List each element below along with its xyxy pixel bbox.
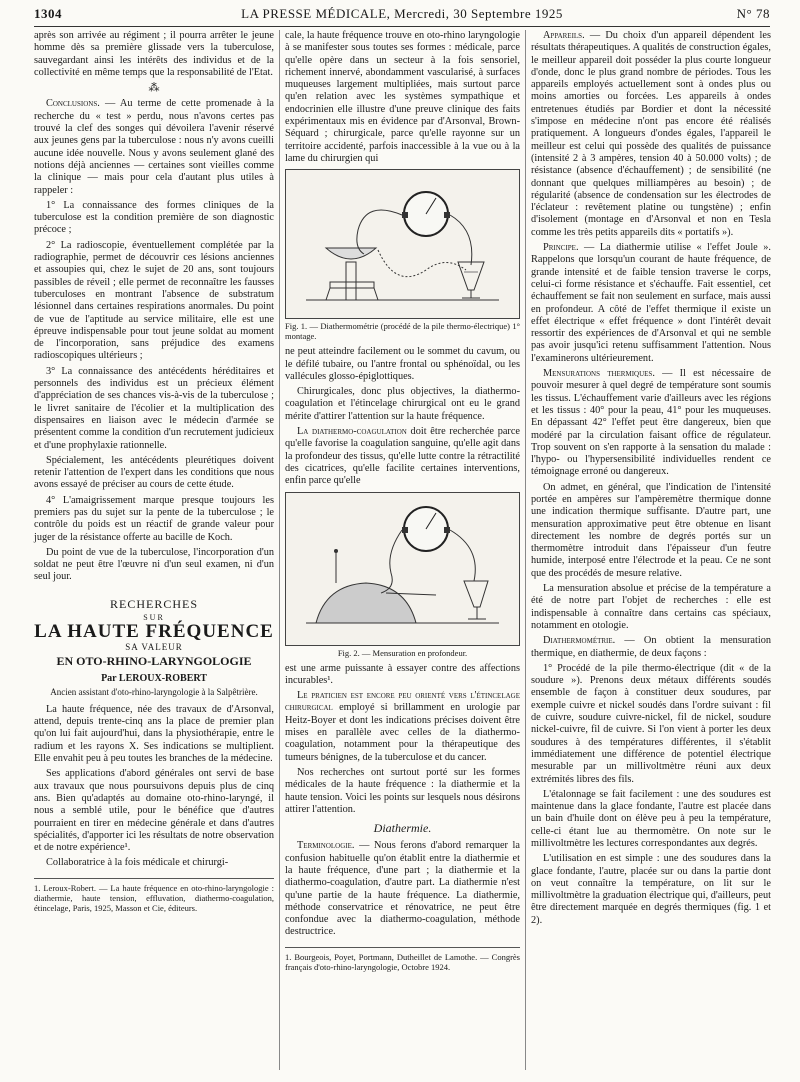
run-in-heading: La diathermo-coagulation (297, 426, 407, 438)
paragraph: est une arme puissante à essayer contre des affections incurables¹. (285, 662, 520, 686)
paragraph: 1° Procédé de la pile thermo-électrique (dit « de la soudure »). Prenons deux métaux différents soudés ensemble de façon à constituer deux soudures, par exemple cuivre et nickel soudés dans l'ordre suivant : fil de cuivre, soudure cuivre-nickel, fil de nickel, soudure nickel-cuivre, fil de cuivre. Si l'on vient à porter les deux soudures à des températures différentes, il s'établit immédiatement une différence de potentiel électrique mesurable par un millivoltmètre réuni aux deux extrémités libres des fils. (531, 662, 771, 785)
article-title-en: EN OTO-RHINO-LARYNGOLOGIE (56, 653, 252, 668)
issue-number: N° 78 (736, 6, 770, 21)
paragraph: 2° La radioscopie, éventuellement complétée par la radiographie, permet de découvrir ces lésions anciennes et assoupies qui, chez le sujet de 20 ans, sont toujours passibles de réveil ; elle permet de reconnaître les fausses tuberculoses en montrant l'absence de substratum lésionnel dans certaines respirations anormales. Du point de vue de l'aptitude au service militaire, elle est une épreuve indispensable pour tout jeune soldat au moment de l'incorporation, sans préjudice des examens radioscopiques ultérieurs ; (34, 239, 274, 362)
paragraph: Chirurgicales, donc plus objectives, la diathermo-coagulation et l'étincelage chirurgical ont eu le grand mérite d'attirer l'attention sur la haute fréquence. (285, 386, 520, 422)
figure-1-caption: Fig. 1. — Diathermométrie (procédé de la pile thermo-électrique) 1° montage. (285, 321, 520, 342)
paragraph: Terminologie. — Nous ferons d'abord remarquer la confusion habituelle qu'on établit entre la diathermie et la haute fréquence, d'une part ; la diathermie et la diathermo-coagulation, d'autre part. La diathermie n'est qu'une partie de la haute fréquence. La diathermie, méthode conservatrice et rénovatrice, ne peut être confondue avec la diathermo-coagulation, méthode destructrice. (285, 840, 520, 938)
paragraph: Diathermométrie. — On obtient la mensuration thermique, en diathermie, de deux façons : (531, 635, 771, 659)
paragraph: ne peut atteindre facilement ou le sommet du cavum, ou le défilé tubaire, ou l'antre frontal ou sphénoïdal, ou les vallécules glosso-épiglottiques. (285, 346, 520, 382)
paragraph: Mensurations thermiques. — Il est nécessaire de pouvoir mesurer à quel degré de température sont soumis les tissus. L'échauffement varie d'ailleurs avec les régions et les tissus : 40° pour la peau, 41° pour les muqueuses. En dépassant 42° l'effet peut être dangereux, bien que modéré par la circulation faisant office de régulateur. Trop souvent on s'en rapporte à la sensation du malade : l'hypo- ou l'hypersensibilité individuelles rendent ce témoignage erroné ou dangereux. (531, 368, 771, 478)
footnote: 1. Bourgeois, Poyet, Portmann, Dutheillet de Lamothe. — Congrès français d'oto-rhino-laryngologie, Octobre 1924. (285, 947, 520, 972)
column-rule-2 (525, 30, 526, 1070)
figure-2 (285, 492, 520, 646)
paragraph: Nos recherches ont surtout porté sur les formes médicales de la haute fréquence : la diathermie et la haute tension. Voici les points sur lesquels nous désirons attirer l'attention. (285, 766, 520, 815)
article-title-main: LA HAUTE FRÉQUENCE (34, 621, 274, 643)
run-in-heading: Terminologie. (297, 840, 355, 852)
figure-1 (285, 169, 520, 319)
paragraph: Du point de vue de la tuberculose, l'incorporation d'un soldat ne peut être l'œuvre ni d'un seul examen, ni d'un seul jour. (34, 546, 274, 583)
section-heading-diathermie: Diathermie. (373, 821, 432, 836)
section-separator: ⁂ (148, 82, 160, 95)
article-title-recherches: RECHERCHES (109, 596, 198, 611)
article-title-sur: SUR (143, 613, 165, 623)
run-in-heading: Conclusions. (46, 98, 100, 110)
paragraph: La diathermo-coagulation doit être recherchée parce qu'elle favorise la coagulation sanguine, qu'elle agit dans la profondeur des tissus, qu'elle lutte contre la rétractilité des cicatrices, qu'elle facilite certaines interventions, enfin parce qu'elle (285, 426, 520, 487)
column-3 (531, 30, 771, 930)
run-in-heading: Appareils. (543, 30, 585, 41)
run-in-heading: Principe. (543, 242, 579, 254)
paragraph: L'étalonnage se fait facilement : une des soudures est maintenue dans la glace fondante, l'autre est placée dans un bain d'huile dont on élève peu à peu la température, celle-ci étant lue au thermomètre. On note sur le millivoltmètre les lectures correspondantes aux degrés. (531, 788, 771, 849)
figure-2-caption: Fig. 2. — Mensuration en profondeur. (337, 647, 468, 658)
paragraph: cale, la haute fréquence trouve en oto-rhino laryngologie à se manifester sous toutes ses formes : médicale, parce qu'elle opère dans un secteur à la fois sensoriel, richement innervé, abondamment vascularisé, à surfaces muqueuses largement multipliées, mais surtout parce qu'en relation avec les systèmes sympathique et endocrinien elle illustre d'une preuve clinique des faits expérimentaux mis en évidence par d'Arsonval, Brown-Séquard ; chirurgicale, parce qu'elle rayonne sur un territoire accidenté, parfois inaccessible à la vue ou à la lame du chirurgien qui (285, 30, 520, 164)
article-title-sa-valeur: SA VALEUR (125, 641, 183, 652)
run-in-heading: Le praticien est encore peu orienté vers l'étincelage chirurgical (285, 690, 520, 714)
paragraph: Le praticien est encore peu orienté vers l'étincelage chirurgical employé si brillamment en urologie par Heitz-Boyer et dont les indications précises doivent être mises en parallèle avec celles de la diathermo-coagulation, notamment pour la thérapeutique des tumeurs bénignes, de la tuberculose et du cancer. (285, 690, 520, 763)
paragraph: La haute fréquence, née des travaux de d'Arsonval, attend, depuis trente-cinq ans la place de premier plan qu'on lui fait aujourd'hui, dans la physiothérapie, entre le radium et les rayons X. Ses indications se multiplient. Elle envahit peu à peu toutes les branches de la médecine. (34, 703, 274, 765)
article-author: Par LEROUX-ROBERT (101, 673, 207, 685)
running-header (34, 4, 770, 27)
paragraph: 4° L'amaigrissement marque presque toujours les premiers pas du sujet sur la pente de la tuberculose ; le contrôle du poids est un réactif de grande valeur pour juger de la résistance offerte au bacille de Koch. (34, 494, 274, 543)
paragraph: Principe. — La diathermie utilise « l'effet Joule ». Rappelons que lorsqu'un courant de haute fréquence, de grande intensité et de faible tension traverse le corps, celui-ci forme résistance et s'échauffe. Fait essentiel, cet échauffement se fait non seulement en surface, mais aussi en profondeur. A côté de l'effet thermique il existe un effet électrique « effet fréquence » dont l'intérêt devait ressortir des expériences de d'Arsonval et qui ne semble pas avoir jusqu'ici retenu suffisamment l'attention. Nous l'examinerons ultérieurement. (531, 242, 771, 364)
run-in-heading: Diathermométrie. (543, 635, 616, 647)
author-affiliation: Ancien assistant d'oto-rhino-laryngologie à la Salpêtrière. (50, 686, 258, 697)
figure-2-illustration (286, 493, 519, 645)
paragraph: Collaboratrice à la fois médicale et chirurgi- (46, 857, 229, 869)
column-1 (34, 30, 274, 913)
paragraph: après son arrivée au régiment ; il pourra arrêter le jeune homme dès sa première glissade vers la tuberculose, sauvegardant ainsi les intérêts des individus et de la collectivité en même temps que la responsabilité de l'Etat. (34, 30, 274, 78)
paragraph: 3° La connaissance des antécédents héréditaires et personnels des individus est un précieux élément d'appréciation de ses chances vis-à-vis de la tuberculose ; le livret sanitaire de l'écolier et la multiplication des dispensaires en liaison avec le médecin d'armée se présentent comme la condition d'un recrutement judicieux et d'une prophylaxie rationnelle. (34, 365, 274, 451)
run-in-heading: Mensurations thermiques. (543, 368, 655, 380)
figure-1-illustration (286, 170, 519, 318)
paragraph: L'utilisation en est simple : une des soudures dans la glace fondante, l'autre, placée sur ou dans la partie dont on veut connaître la température, on lit sur le millivoltmètre la graduation électrique qui, d'ailleurs, peut être directement marquée en degrés thermiques (fig. 1 et 2). (531, 853, 771, 926)
footnote: 1. Leroux-Robert. — La haute fréquence en oto-rhino-laryngologie : diathermie, haute tension, effluvation, diathermo-coagulation, étincelage, Paris, 1925, Masson et Cie, éditeurs. (34, 878, 274, 913)
paragraph: Spécialement, les antécédents pleurétiques doivent retenir l'attention de l'expert dans les conditions que nous avons essayé de préciser au cours de cette étude. (34, 454, 274, 491)
paragraph: Conclusions. — Au terme de cette promenade à la recherche du « test » perdu, nous n'avons certes pas trouvé la clef des songes qui dévoilera l'avenir réservé aux jeunes gens par la tuberculose : nous n'y avons cueilli aucune idée nouvelle. Nous y avons seulement glané des notions déjà anciennes — certaines sont vieilles comme la clinique — mais pour cela d'autant plus utiles à rappeler : (34, 98, 274, 196)
paragraph: On admet, en général, que l'indication de l'intensité portée en ampères sur l'ampèremètre thermique donne une indication thermique suffisante. D'autre part, une mensuration approximative peut être obtenue en lisant directement les nombre de degrés portés sur un thermomètre introduit dans l'épaisseur d'un feutre humide, interposé entre l'électrode et la peau. Ce ne sont que des procédés de mesure relative. (531, 481, 771, 579)
paragraph: Ses applications d'abord générales ont servi de base aux travaux que nous poursuivons depuis plus de cinq ans. Bien qu'adaptés au domaine oto-rhino-laryngé, il nous a semblé utile, pour le bénéfice que d'autres pourraient en tirer en médecine générale et dans d'autres spécialités, d'apporter ici les résultats de notre observation et de notre expérience¹. (34, 768, 274, 854)
paragraph: 1° La connaissance des formes cliniques de la tuberculose est la condition première de son diagnostic précoce ; (34, 199, 274, 236)
journal-title: LA PRESSE MÉDICALE, Mercredi, 30 Septembre 1925 (241, 6, 563, 21)
paragraph: Appareils. — Du choix d'un appareil dépendent les résultats thérapeutiques. A qualités de construction égales, le meilleur appareil doit posséder la plus courte longueur d'onde, donc le plus grand nombre de périodes. Tous les appareils employés actuellement sont à ondes plus ou moins amorties ou forcées. Les appareils à ondes entretenues étudiés par Bordier et dont la nécessité s'impose en médecine n'ont pas encore été réalisés pratiquement. A longueurs d'ondes égales, l'appareil le meilleur est celui qui possède des qualités de puissance (intensité 2 à 3 ampères, tension 40 à 50.000 volts) ; de résistance (absence d'échauffement) ; de sensibilité (ne donnant que quelques milliampères au besoin) ; de régularité (absence de condensation sur les électrodes de l'éclateur : revêtement platine ou tungstène) ; enfin d'isolement (montage en d'Arsonval et non en Tesla comme les très petits appareils dits « portatifs »). (531, 30, 771, 238)
page-number: 1304 (34, 6, 62, 21)
column-2 (285, 30, 520, 972)
paragraph: La mensuration absolue et précise de la température a été de notre part l'objet de recherches : elle est indispensable à connaître dans certains cas spéciaux, notamment en otologie. (531, 583, 771, 631)
column-rule-1 (279, 30, 280, 1070)
